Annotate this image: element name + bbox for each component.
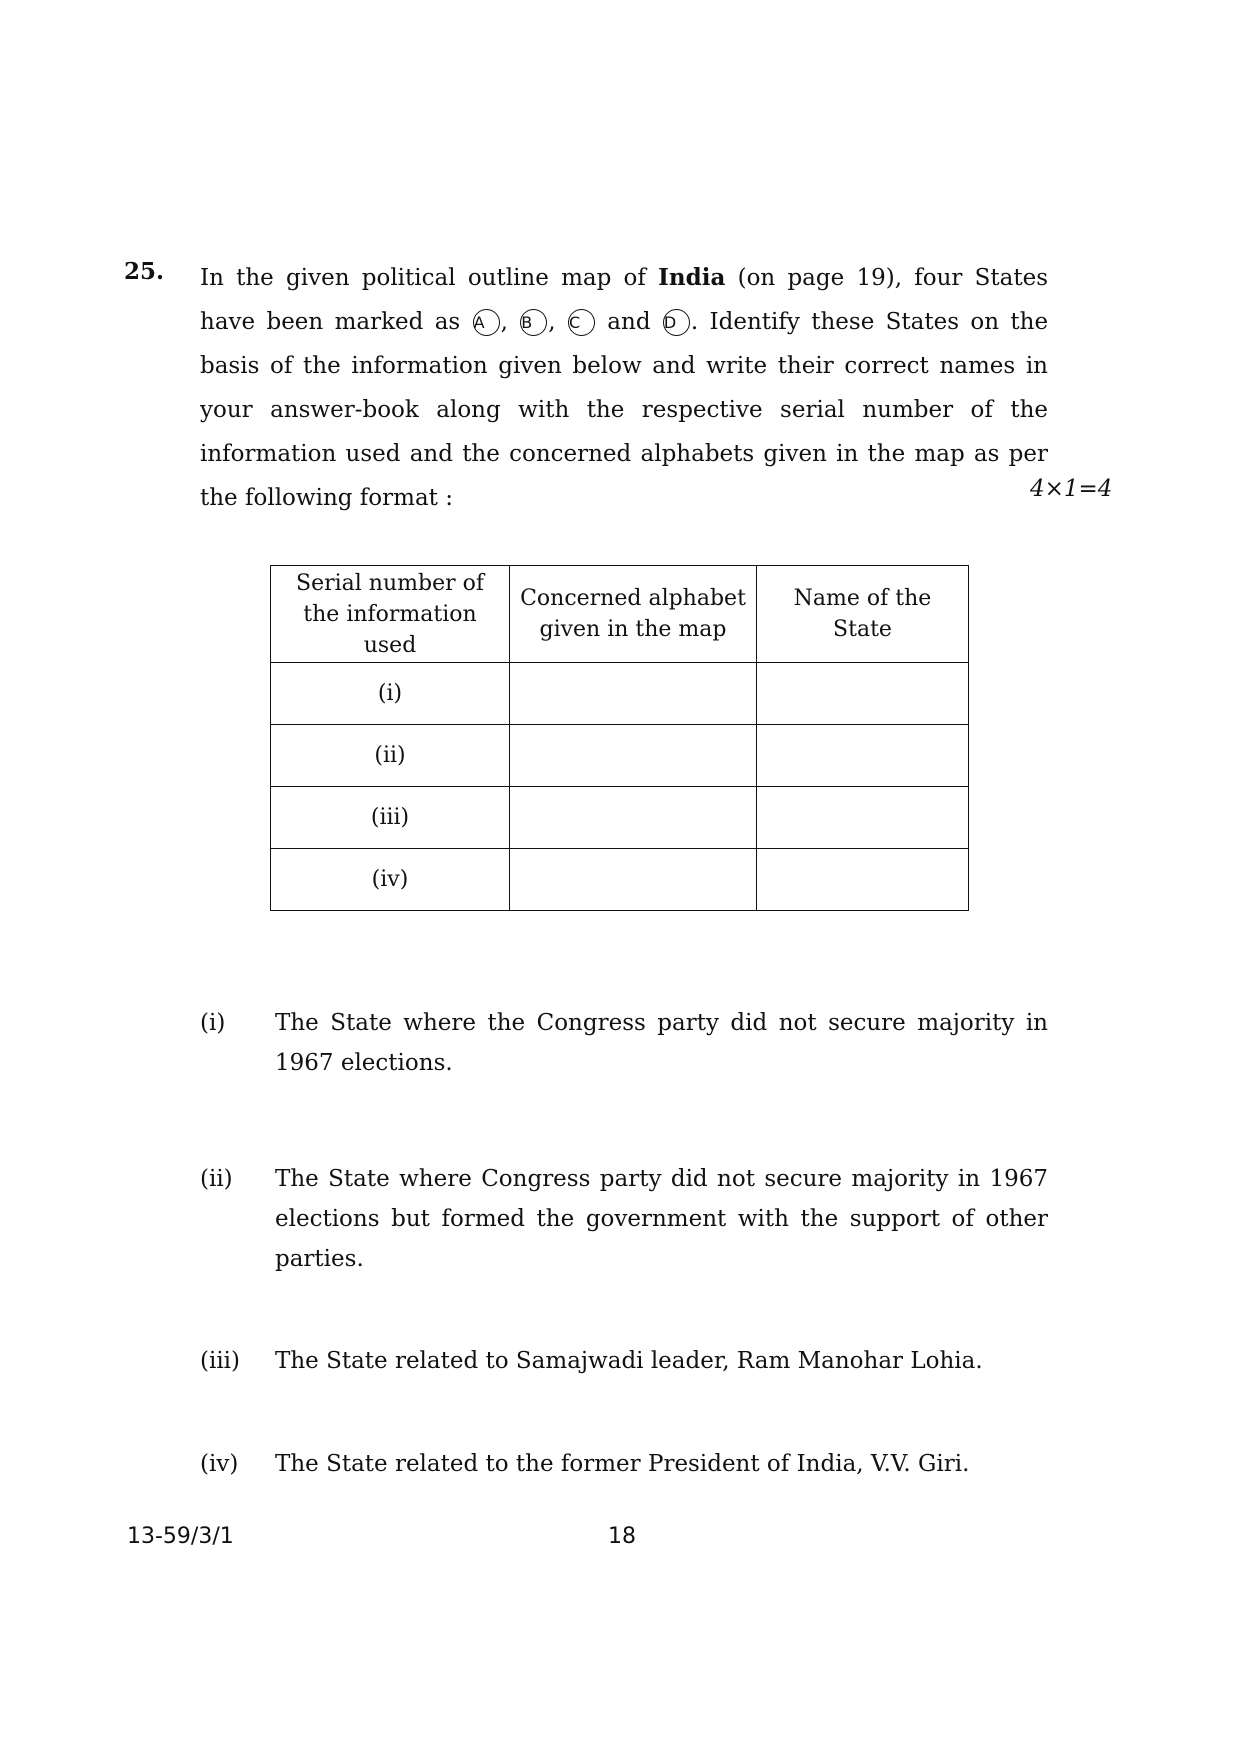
paper-code: 13-59/3/1 (127, 1524, 234, 1549)
row-serial: (i) (271, 663, 510, 725)
row-alphabet-cell (510, 849, 757, 911)
row-alphabet-cell (510, 725, 757, 787)
information-label: (iv) (200, 1451, 239, 1477)
information-text: The State related to Samajwadi leader, Ram Manohar Lohia. (275, 1348, 983, 1374)
question-number: 25. (124, 258, 165, 285)
marks: 4×1=4 (1030, 476, 1113, 502)
circled-letter-c: C (568, 309, 595, 336)
question-line-2: have been marked as A , B , C and D . Identify these States on the (200, 309, 1049, 335)
row-alphabet-cell (510, 787, 757, 849)
information-text: The State where the Congress party did not secure majority in 1967 elections. (275, 1010, 1048, 1076)
india-bold: India (658, 264, 726, 291)
row-state-cell (757, 849, 969, 911)
row-alphabet-cell (510, 663, 757, 725)
question-line-3: basis of the information given below and write their correct names in (200, 353, 1048, 379)
information-label: (i) (200, 1010, 226, 1036)
answer-format-table (270, 565, 969, 911)
table-row (271, 663, 969, 725)
question-line-4: your answer-book along with the respective serial number of the (200, 397, 1048, 423)
information-text: The State related to the former President of India, V.V. Giri. (275, 1451, 970, 1477)
row-state-cell (757, 787, 969, 849)
row-serial: (iv) (271, 849, 510, 911)
question-text (200, 256, 1048, 520)
circled-letter-b: B (520, 309, 547, 336)
table-row (271, 787, 969, 849)
question-line-1: In the given political outline map of India (on page 19), four States (200, 264, 1049, 291)
question-line-5: information used and the concerned alphabets given in the map as per (200, 441, 1048, 467)
row-serial: (ii) (271, 725, 510, 787)
row-state-cell (757, 725, 969, 787)
page-number: 18 (608, 1524, 636, 1549)
header-state-name: Name of the State (757, 566, 969, 663)
row-serial: (iii) (271, 787, 510, 849)
table-row (271, 725, 969, 787)
table-row (271, 849, 969, 911)
table-header-row (271, 566, 969, 663)
header-concerned-alphabet: Concerned alphabet given in the map (510, 566, 757, 663)
circled-letter-a: A (473, 309, 500, 336)
question-line-6: the following format : (200, 485, 453, 511)
circled-letter-d: D (663, 309, 690, 336)
header-serial-number: Serial number of the information used (271, 566, 510, 663)
information-text: The State where Congress party did not secure majority in 1967 elections but formed the government with the support of other parties. (275, 1166, 1048, 1272)
row-state-cell (757, 663, 969, 725)
information-label: (ii) (200, 1166, 233, 1192)
information-label: (iii) (200, 1348, 241, 1374)
